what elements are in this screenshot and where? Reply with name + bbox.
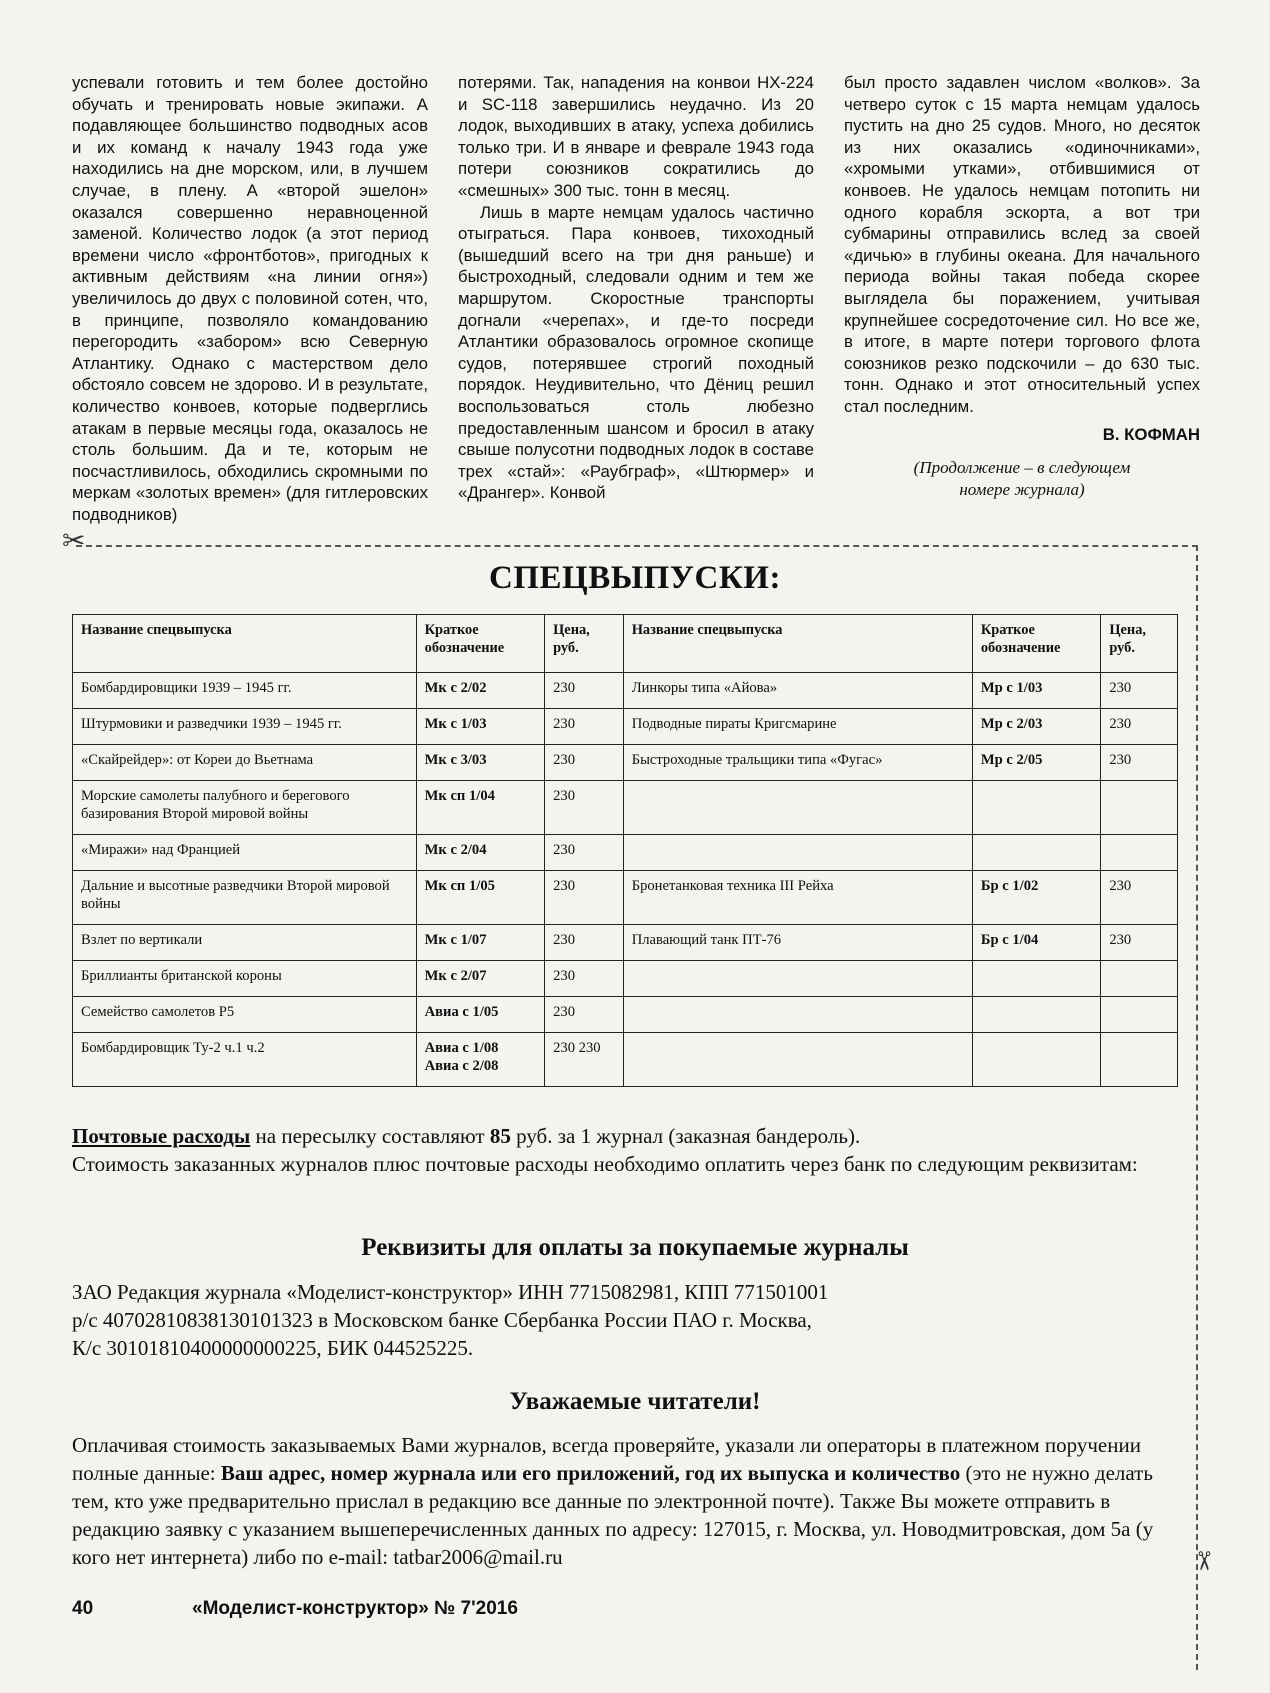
requisites — [72, 1278, 1182, 1362]
issue-code: Мк с 1/07 — [416, 925, 544, 961]
article-paragraph: Лишь в марте немцам удалось частично отыграться. Пара конвоев, тихоходный (вышедший всего на три дня раньше) и быстроходный, следовали одним и тем же маршрутом. Скоростные транспорты догнали «черепах», и где-то посреди Атлантики образовалось огромное скопище судов, потерявшее строгий походный порядок. Неудивительно, что Дёниц решил воспользоваться столь любезно предоставленным шансом и бросил в атаку свыше полусотни подводных лодок в составе трех «стай»: «Раубграф», «Штюрмер» и «Дрангер». Конвой — [458, 202, 814, 503]
scissors-icon: ✂ — [1188, 1550, 1218, 1572]
issue-code — [972, 1033, 1100, 1087]
postal-amount: 85 — [489, 1124, 511, 1148]
page-footer — [72, 1597, 518, 1621]
header-price: Цена, руб. — [1101, 615, 1178, 673]
magazine-name: «Моделист-конструктор» № 7'2016 — [192, 1598, 518, 1619]
issue-code — [972, 781, 1100, 835]
issue-code: Мк сп 1/04 — [416, 781, 544, 835]
issue-price: 230 — [1101, 925, 1178, 961]
issue-code: Бр с 1/04 — [972, 925, 1100, 961]
table-row — [73, 997, 1178, 1033]
issue-price: 230 — [545, 925, 624, 961]
issue-name: Бронетанковая техника III Рейха — [623, 871, 972, 925]
postal-text: руб. за 1 журнал (заказная бандероль). — [510, 1124, 861, 1148]
issue-code: Мк с 1/03 — [416, 709, 544, 745]
issue-code: Бр с 1/02 — [972, 871, 1100, 925]
special-issues-table — [72, 614, 1178, 1087]
issue-name: Морские самолеты палубного и берегового базирования Второй мировой войны — [73, 781, 417, 835]
issue-price: 230 — [1101, 871, 1178, 925]
table-row — [73, 781, 1178, 835]
issue-name: Плавающий танк ПТ-76 — [623, 925, 972, 961]
issue-price — [1101, 835, 1178, 871]
issue-price — [1101, 781, 1178, 835]
issue-name — [623, 961, 972, 997]
issue-name: Бомбардировщики 1939 – 1945 гг. — [73, 673, 417, 709]
issue-name: «Скайрейдер»: от Кореи до Вьетнама — [73, 745, 417, 781]
continued-note — [844, 457, 1200, 501]
issue-code: Мр с 1/03 — [972, 673, 1100, 709]
issue-code — [972, 961, 1100, 997]
issue-price — [1101, 997, 1178, 1033]
issue-code: Мр с 2/03 — [972, 709, 1100, 745]
page-number: 40 — [72, 1598, 94, 1619]
table-row — [73, 673, 1178, 709]
issue-name: Взлет по вертикали — [73, 925, 417, 961]
issue-name: Бриллианты британской короны — [73, 961, 417, 997]
special-issues-title: СПЕЦВЫПУСКИ: — [489, 560, 781, 596]
requisites-line: р/с 40702810838130101323 в Московском банке Сбербанка России ПАО г. Москва, — [72, 1308, 812, 1332]
issue-price: 230 — [1101, 673, 1178, 709]
postal-instructions: Стоимость заказанных журналов плюс почтовые расходы необходимо оплатить через банк по следующим реквизитам: — [72, 1152, 1138, 1176]
issue-price: 230 — [545, 871, 624, 925]
postal-costs — [72, 1122, 1182, 1178]
continued-note-line: номере журнала) — [959, 480, 1085, 500]
issue-name — [623, 1033, 972, 1087]
table-row — [73, 871, 1178, 925]
article-author: В. КОФМАН — [1102, 424, 1200, 444]
issue-name — [623, 781, 972, 835]
issue-price: 230 — [1101, 745, 1178, 781]
header-code: Краткое обозначение — [416, 615, 544, 673]
header-name: Название спецвыпуска — [73, 615, 417, 673]
issue-code: Авиа с 1/08 Авиа с 2/08 — [416, 1033, 544, 1087]
issue-price: 230 — [545, 673, 624, 709]
issue-name: «Миражи» над Францией — [73, 835, 417, 871]
issue-price — [1101, 1033, 1178, 1087]
issue-code: Мк с 2/04 — [416, 835, 544, 871]
issue-code: Авиа с 1/05 — [416, 997, 544, 1033]
continued-note-line: (Продолжение – в следующем — [913, 458, 1131, 478]
issue-name: Быстроходные тральщики типа «Фугас» — [623, 745, 972, 781]
article-column-2 — [458, 72, 814, 532]
notice-text: (это не нужно делать тем, кто уже предварительно прислал в редакцию все данные по электронной почте). Также Вы можете отправить в редакцию заявку с указанием вышеперечисленных данных по адресу: 127015, г. Москва, ул. Новодмитровская, дом 5а (у кого нет интернета) либо по e-mail: tatbar2006@mail.ru — [72, 1461, 1154, 1569]
issue-price: 230 — [545, 997, 624, 1033]
header-name: Название спецвыпуска — [623, 615, 972, 673]
requisites-title: Реквизиты для оплаты за покупаемые журналы — [361, 1234, 909, 1261]
article-paragraph: потерями. Так, нападения на конвои НХ-224 и SC-118 завершились неудачно. Из 20 лодок, выходивших в атаку, успеха добились только три. И в январе и феврале 1943 года потери союзников сократились до «смешных» 300 тыс. тонн в месяц. — [458, 73, 814, 200]
article-paragraph: был просто задавлен числом «волков». За четверо суток с 15 марта немцам удалось пустить на дно 25 судов. Много, но десяток из них оказались «одиночниками», «хромыми утками», отбившимися от конвоев. Не удалось немцам потопить ни одного корабля эскорта, а вот три субмарины отправились вслед за своей «дичью» в глубины океана. Для начального периода войны такая победа скорее выглядела бы поражением, учитывая крупнейшее сосредоточение сил. Но все же, в итоге, в марте потери торгового флота союзников резко подскочили – до 630 тыс. тонн. Однако и этот относительный успех стал последним. — [844, 73, 1200, 416]
table-row — [73, 709, 1178, 745]
issue-name: Семейство самолетов Р5 — [73, 997, 417, 1033]
issue-code: Мк с 3/03 — [416, 745, 544, 781]
issue-price: 230 — [1101, 709, 1178, 745]
article-columns — [72, 72, 1200, 532]
issue-code — [972, 997, 1100, 1033]
postal-label: Почтовые расходы — [72, 1124, 251, 1148]
requisites-line: ЗАО Редакция журнала «Моделист-конструктор» ИНН 7715082981, КПП 771501001 — [72, 1280, 829, 1304]
notice-text: Оплачивая стоимость заказываемых Вами журналов, всегда проверяйте, указали ли операторы в платежном поручении полные данные: — [72, 1433, 1141, 1485]
issue-name — [623, 835, 972, 871]
table-row — [73, 835, 1178, 871]
header-code: Краткое обозначение — [972, 615, 1100, 673]
issue-code: Мк сп 1/05 — [416, 871, 544, 925]
requisites-line: К/с 30101810400000000225, БИК 044525225. — [72, 1336, 474, 1360]
issue-code: Мк с 2/07 — [416, 961, 544, 997]
issue-price: 230 230 — [545, 1033, 624, 1087]
issue-price — [1101, 961, 1178, 997]
article-column-3 — [844, 72, 1200, 532]
table-row — [73, 745, 1178, 781]
issue-code: Мк с 2/02 — [416, 673, 544, 709]
issue-name: Штурмовики и разведчики 1939 – 1945 гг. — [73, 709, 417, 745]
issue-price: 230 — [545, 781, 624, 835]
table-row — [73, 961, 1178, 997]
issue-code: Мр с 2/05 — [972, 745, 1100, 781]
issue-name: Линкоры типа «Айова» — [623, 673, 972, 709]
issue-name — [623, 997, 972, 1033]
table-header-row — [73, 615, 1178, 673]
scissors-icon: ✂ — [62, 526, 86, 557]
issue-price: 230 — [545, 835, 624, 871]
issue-name: Бомбардировщик Ту-2 ч.1 ч.2 — [73, 1033, 417, 1087]
table-row — [73, 925, 1178, 961]
header-price: Цена, руб. — [545, 615, 624, 673]
issue-name: Дальние и высотные разведчики Второй мировой войны — [73, 871, 417, 925]
postal-text: на пересылку составляют — [250, 1124, 490, 1148]
notice-bold: Ваш адрес, номер журнала или его приложений, год их выпуска и количество — [220, 1461, 961, 1485]
article-paragraph: успевали готовить и тем более достойно обучать и тренировать новые экипажи. А подавляющее большинство подводных асов и их команд к началу 1943 года уже находились на дне морском, или, в лучшем случае, в плену. А «второй эшелон» оказался совершенно неравноценной заменой. Количество лодок (а этот период времени число «фронтботов», пригодных к активным действиям «на линии огня») увеличилось до двух с половиной сотен, что, в принципе, позволяло командованию перегородить «забором» всю Северную Атлантику. Однако с мастерством дело обстояло совсем не здорово. И в результате, количество конвоев, которые подверглись атакам в первые месяцы года, оказалось не столь большим. Да и те, которым не посчастливилось, обходились скромными по меркам «золотых времен» (для гитлеровских подводников) — [72, 73, 428, 524]
issue-price: 230 — [545, 961, 624, 997]
readers-notice — [72, 1431, 1182, 1571]
issue-price: 230 — [545, 745, 624, 781]
issue-code — [972, 835, 1100, 871]
table-row — [73, 1033, 1178, 1087]
readers-title: Уважаемые читатели! — [509, 1388, 761, 1415]
issue-price: 230 — [545, 709, 624, 745]
article-column-1 — [72, 72, 428, 532]
issue-name: Подводные пираты Кригсмарине — [623, 709, 972, 745]
